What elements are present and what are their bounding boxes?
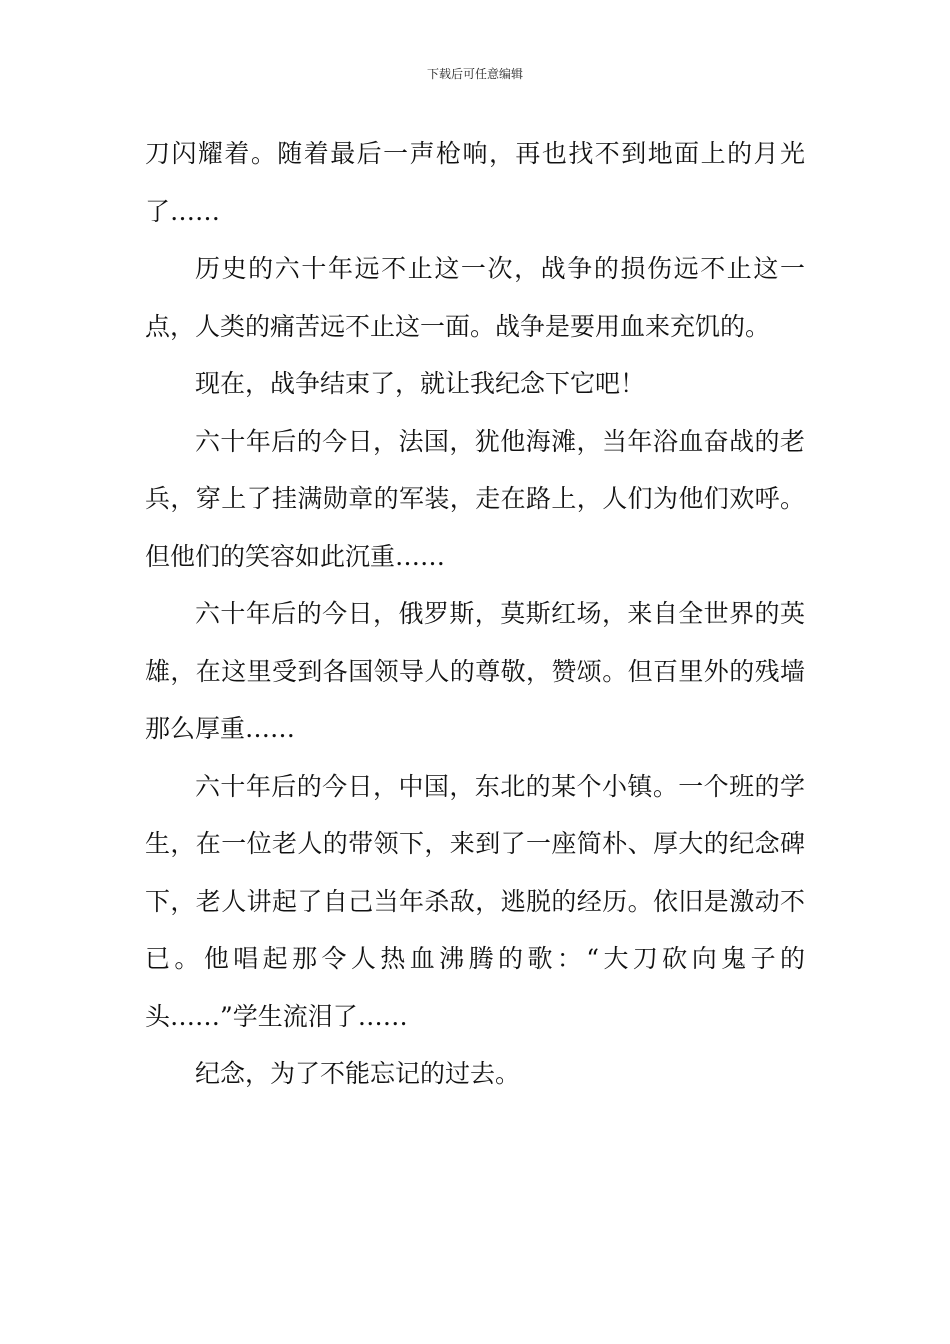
paragraph-1: 刀闪耀着。随着最后一声枪响，再也找不到地面上的月光了…… (145, 139, 805, 226)
document-body (145, 125, 805, 1103)
paragraph-4: 六十年后的今日，法国，犹他海滩，当年浴血奋战的老兵，穿上了挂满勋章的军装，走在路上，人们为他们欢呼。但他们的笑容如此沉重…… (145, 426, 805, 571)
paragraph-5: 六十年后的今日，俄罗斯，莫斯红场，来自全世界的英雄，在这里受到各国领导人的尊敬，赞颂。但百里外的残墙那么厚重…… (145, 599, 805, 743)
paragraph-3: 现在，战争结束了，就让我纪念下它吧！ (195, 369, 646, 398)
paragraph-2: 历史的六十年远不止这一次，战争的损伤远不止这一点，人类的痛苦远不止这一面。战争是要用血来充饥的。 (145, 254, 805, 341)
paragraph-6: 六十年后的今日，中国，东北的某个小镇。一个班的学生，在一位老人的带领下，来到了一座简朴、厚大的纪念碑下，老人讲起了自己当年杀敌，逃脱的经历。依旧是激动不已。他唱起那令人热血沸腾的歌：“大刀砍向鬼子的头……”学生流泪了…… (145, 771, 805, 1031)
paragraph-7: 纪念，为了不能忘记的过去。 (195, 1059, 521, 1088)
page-header: 下载后可任意编辑 (426, 67, 523, 81)
